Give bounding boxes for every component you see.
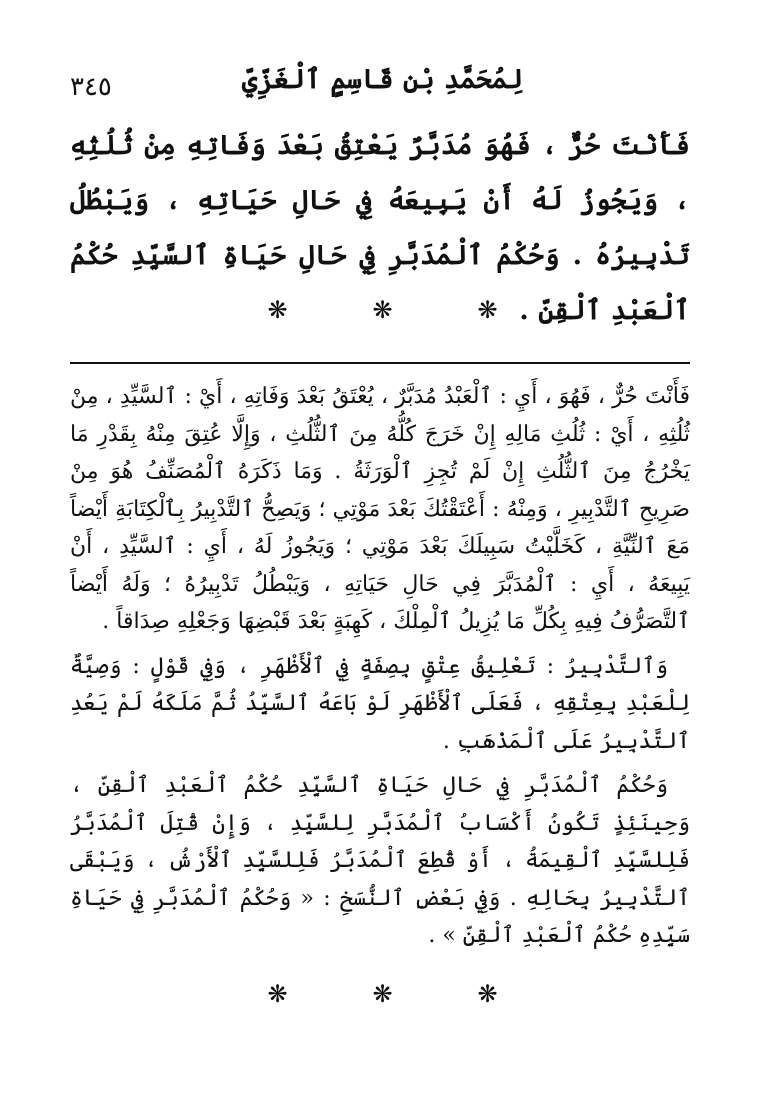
section-separator-top (0, 296, 765, 324)
page-number: ٣٤٥ (70, 72, 112, 102)
separator-star-icon: ❋ (477, 980, 498, 1008)
separator-star-icon: ❋ (372, 296, 393, 324)
commentary (70, 378, 690, 962)
separator-star-icon: ❋ (267, 296, 288, 324)
separator-star-icon: ❋ (372, 980, 393, 1008)
commentary-paragraph-2: وَٱلتَّدْبِيرُ : تَعْلِيقُ عِتْقٍ بِصِفَةٍ فِي ٱلْأَظْهَرِ ، وَفِي قَوْلٍ : وَصِيَّةٌ لِلْعَبْدِ بِعِتْقِهِ ، فَعَلَى ٱلْأَظْهَرِ لَوْ بَاعَهُ ٱلسَّيِّدُ ثُمَّ مَلَكَهُ لَمْ يَعُدِ ٱلتَّدْبِيرُ عَلَى ٱلْمَذْهَبِ . (70, 653, 690, 754)
running-title: لِمُحَمَّدِ بْنِ قَاسِمٍ ٱلْغَزِّيِّ (241, 64, 524, 95)
separator-star-icon: ❋ (267, 980, 288, 1008)
separator-star-icon: ❋ (477, 296, 498, 324)
matn-commentary-divider (70, 362, 690, 364)
commentary-paragraph-1: فَأَنْتَ حُرٌّ ، فَهُوَ ، أَيِ : ٱلْعَبْدُ مُدَبَّرٌ ، يُعْتَقُ بَعْدَ وَفَاتِهِ ، أَيْ : ٱلسَّيِّدِ ، مِنْ ثُلُثِهِ ، أَيْ : ثُلُثِ مَالِهِ إِنْ خَرَجَ كُلُّهُ مِنَ ٱلثُّلُثِ ، وَإِلَّا عُتِقَ مِنْهُ بِقَدْرِ مَا يَخْرُجُ مِنَ ٱلثُّلُثِ إِنْ لَمْ تُجِزِ ٱلْوَرَثَةُ . وَمَا ذَكَرَهُ ٱلْمُصَنِّفُ هُوَ مِنْ صَرِيحِ ٱلتَّدْبِيرِ ، وَمِنْهُ : أَعْتَقْتُكَ بَعْدَ مَوْتِي ؛ وَيَصِحُّ ٱلتَّدْبِيرُ بِٱلْكِتَابَةِ أَيْضاً مَعَ ٱلنِّيَّةِ ، كَخَلَّيْتُ سَبِيلَكَ بَعْدَ مَوْتِي ؛ وَيَجُوزُ لَهُ ، أَيِ : ٱلسَّيِّدِ ، أَنْ يَبِيعَهُ ، أَيِ : ٱلْمُدَبَّرَ فِي حَالِ حَيَاتِهِ ، وَيَبْطُلُ تَدْبِيرُهُ ؛ وَلَهُ أَيْضاً ٱلتَّصَرُّفُ فِيهِ بِكُلِّ مَا يُزِيلُ ٱلْمِلْكَ ، كَهِبَةٍ بَعْدَ قَبْضِهَا وَجَعْلِهِ صِدَاقاً . (70, 384, 690, 634)
section-separator-bottom (0, 980, 765, 1008)
matn-text: فَأَنْتَ حُرٌّ ، فَهُوَ مُدَبَّرٌ يَعْتِقُ بَعْدَ وَفَاتِهِ مِنْ ثُلُثِهِ ، وَيَجُوزُ لَهُ أَنْ يَبِيعَهُ فِي حَالِ حَيَاتِهِ ، وَيَبْطُلُ تَدْبِيرُهُ . وَحُكْمُ ٱلْمُدَبَّرِ فِي حَالِ حَيَاةِ ٱلسَّيِّدِ حُكْمُ ٱلْعَبْدِ ٱلْقِنِّ . (70, 130, 690, 326)
commentary-paragraph-3: وَحُكْمُ ٱلْمُدَبَّرِ فِي حَالِ حَيَاةِ ٱلسَّيِّدِ حُكْمُ ٱلْعَبْدِ ٱلْقِنِّ ، وَحِينَئِذٍ تَكُونُ أَكْسَابُ ٱلْمُدَبَّرِ لِلسَّيِّدِ ، وَإِنْ قُتِلَ ٱلْمُدَبَّرُ فَلِلسَّيِّدِ ٱلْقِيمَةُ ، أَوْ قُطِعَ ٱلْمُدَبَّرُ فَلِلسَّيِّدِ ٱلْأَرْشُ ، وَيَبْقَى ٱلتَّدْبِيرُ بِحَالِهِ . وَفِي بَعْضِ ٱلنُّسَخِ : « وَحُكْمُ ٱلْمُدَبَّرِ فِي حَيَاةِ سَيِّدِهِ حُكْمُ ٱلْعَبْدِ ٱلْقِنِّ » . (70, 773, 690, 948)
